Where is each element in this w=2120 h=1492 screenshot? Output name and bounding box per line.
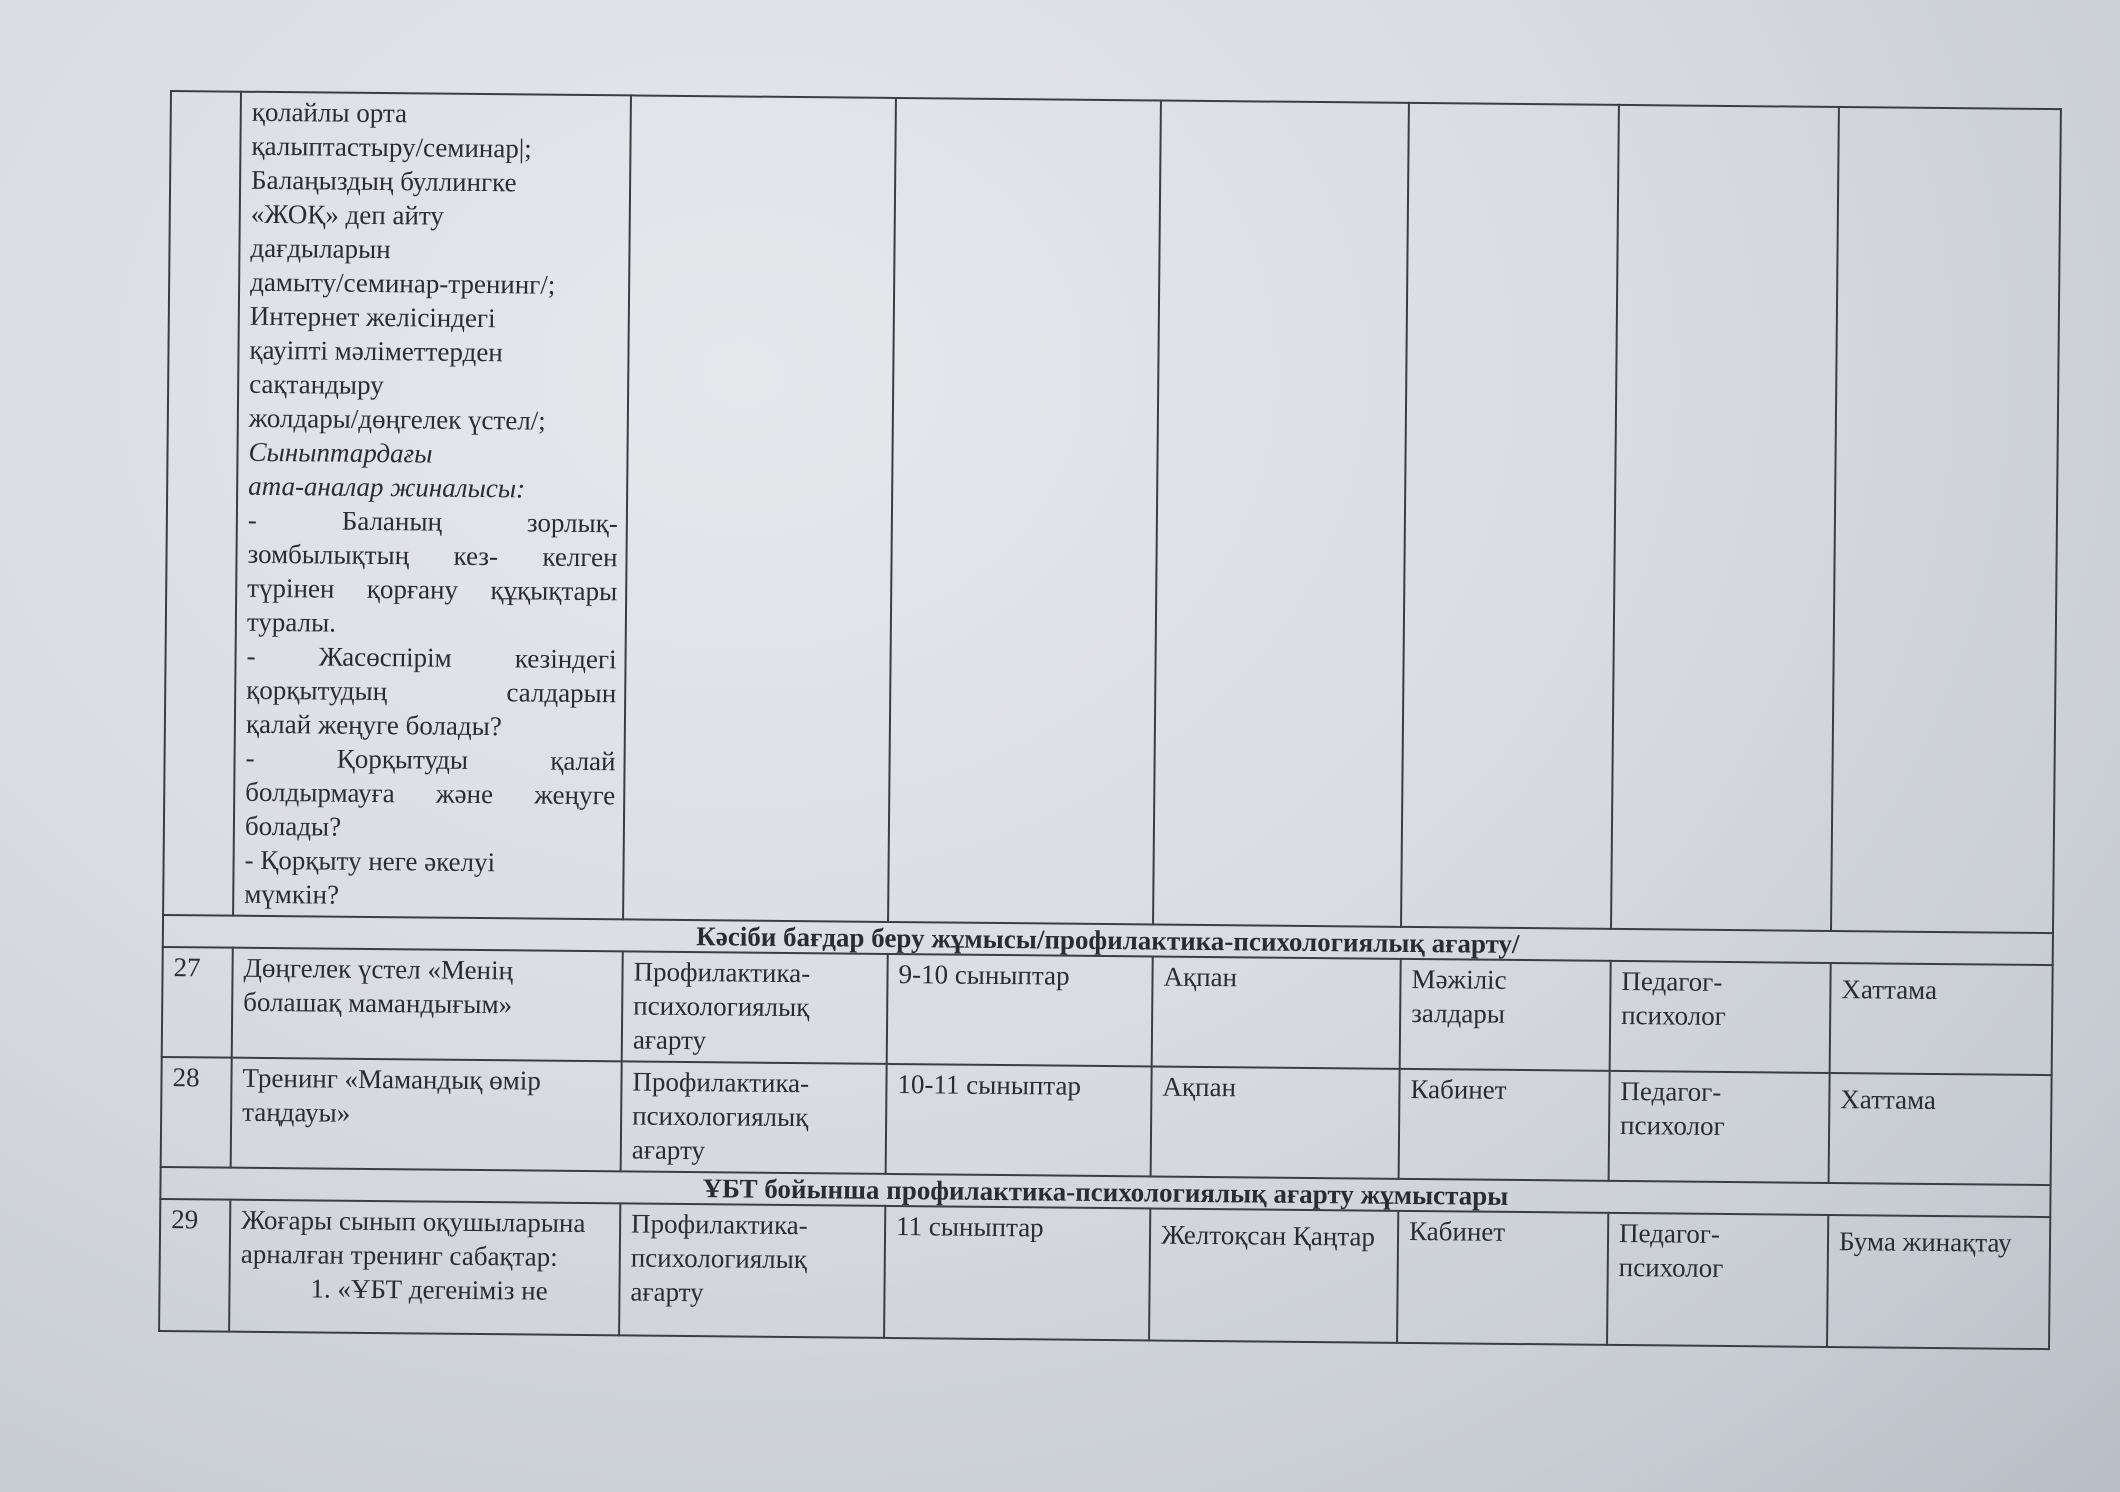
continuation-row xyxy=(163,91,2061,933)
table-row xyxy=(159,1199,2050,1349)
result-cell: Хаттама xyxy=(1829,1073,2052,1185)
row-number: 27 xyxy=(162,947,233,1058)
document-sheet xyxy=(158,90,2060,1348)
event-cell: Тренинг «Мамандық өмір таңдауы» xyxy=(231,1058,622,1172)
table-row xyxy=(162,947,2053,1075)
time-cell xyxy=(1153,101,1409,927)
event-cell: Дөңгелек үстел «Менің болашақ мамандығым» xyxy=(232,948,623,1062)
bullet-line: зомбылықтың кез- келген xyxy=(247,538,618,573)
type-cell xyxy=(623,95,896,922)
event-text: Жоғары сынып оқушыларына арналған тренинг сабақтар: xyxy=(240,1204,586,1272)
responsible-cell: Педагог-психолог xyxy=(1610,961,1831,1073)
bullet-line: болады? xyxy=(244,810,342,842)
audience-cell: 11 сыныптар xyxy=(884,1206,1150,1341)
bullet-line: қалай жеңуге болады? xyxy=(245,708,502,742)
bullet-line: - Қорқыту неге әкелуі xyxy=(244,844,496,878)
type-cell: Профилактика-психологиялық ағарту xyxy=(621,1061,887,1174)
bullet-line: түрінен қорғану құқықтары xyxy=(247,572,618,607)
row-number-cell xyxy=(163,91,241,916)
row-number: 29 xyxy=(159,1199,230,1332)
bullet-line: мүмкін? xyxy=(244,878,340,910)
text-line: қалыптастыру/семинар|; xyxy=(251,130,532,164)
text-line: дағдыларын xyxy=(250,232,391,265)
meeting-title-line: Сыныптардағы xyxy=(248,436,433,469)
event-cell xyxy=(233,92,631,920)
section-title-career: Кәсіби бағдар беру жұмысы/профилактика-психологиялық ағарту/ xyxy=(163,915,2053,965)
result-cell: Хаттама xyxy=(1830,963,2053,1075)
audience-cell xyxy=(888,98,1161,925)
result-cell xyxy=(1831,107,2061,933)
type-cell: Профилактика-психологиялық ағарту xyxy=(619,1203,885,1338)
text-line: «ЖОҚ» деп айту xyxy=(250,198,445,231)
section-title-ubt: ҰБТ бойынша профилактика-психологиялық ағарту жұмыстары xyxy=(160,1167,2050,1217)
responsible-cell: Педагог-психолог xyxy=(1607,1213,1828,1347)
text-line: қолайлы орта xyxy=(251,96,408,129)
audience-cell: 10-11 сыныптар xyxy=(886,1064,1152,1177)
place-cell: Кабинет xyxy=(1397,1211,1608,1345)
place-cell: Кабинет xyxy=(1399,1069,1610,1181)
event-list-item: 1. «ҰБТ дегеніміз не xyxy=(310,1273,548,1306)
audience-cell: 9-10 сыныптар xyxy=(887,954,1153,1067)
result-cell: Бума жинақтау xyxy=(1827,1215,2050,1349)
bullet-line: туралы. xyxy=(246,606,337,638)
responsible-cell xyxy=(1611,105,1839,931)
place-cell: Мәжіліс залдары xyxy=(1400,959,1611,1071)
responsible-cell: Педагог-психолог xyxy=(1609,1071,1830,1183)
bullet-line: болдырмауға және жеңуге xyxy=(245,776,616,811)
bullet-line: - Жасөспірім кезіндегі xyxy=(246,640,617,675)
bullet-line: - Қорқытуды қалай xyxy=(245,742,616,777)
table-row xyxy=(161,1057,2052,1185)
text-line: дамыту/семинар-тренинг/; xyxy=(250,266,556,300)
row-number: 28 xyxy=(161,1057,232,1168)
time-cell: Ақпан xyxy=(1151,1066,1400,1178)
bullet-line: қорқытудың салдарын xyxy=(246,674,617,709)
time-cell: Ақпан xyxy=(1152,956,1401,1068)
place-cell xyxy=(1401,103,1619,929)
text-line: сақтандыру xyxy=(249,368,384,401)
time-cell: Желтоқсан Қаңтар xyxy=(1149,1208,1398,1342)
text-line: қауіпті мәліметтерден xyxy=(249,334,503,368)
bullet-line: - Баланың зорлық- xyxy=(247,504,619,539)
text-line: Балаңыздың буллингке xyxy=(250,164,517,198)
text-line: жолдары/дөңгелек үстел/; xyxy=(248,402,546,436)
type-cell: Профилактика-психологиялық ағарту xyxy=(622,951,888,1064)
meeting-title-line: ата-аналар жиналысы: xyxy=(248,470,526,504)
event-cell xyxy=(229,1200,620,1336)
plan-table xyxy=(158,90,2062,1350)
text-line: Интернет желісіндегі xyxy=(249,300,496,334)
